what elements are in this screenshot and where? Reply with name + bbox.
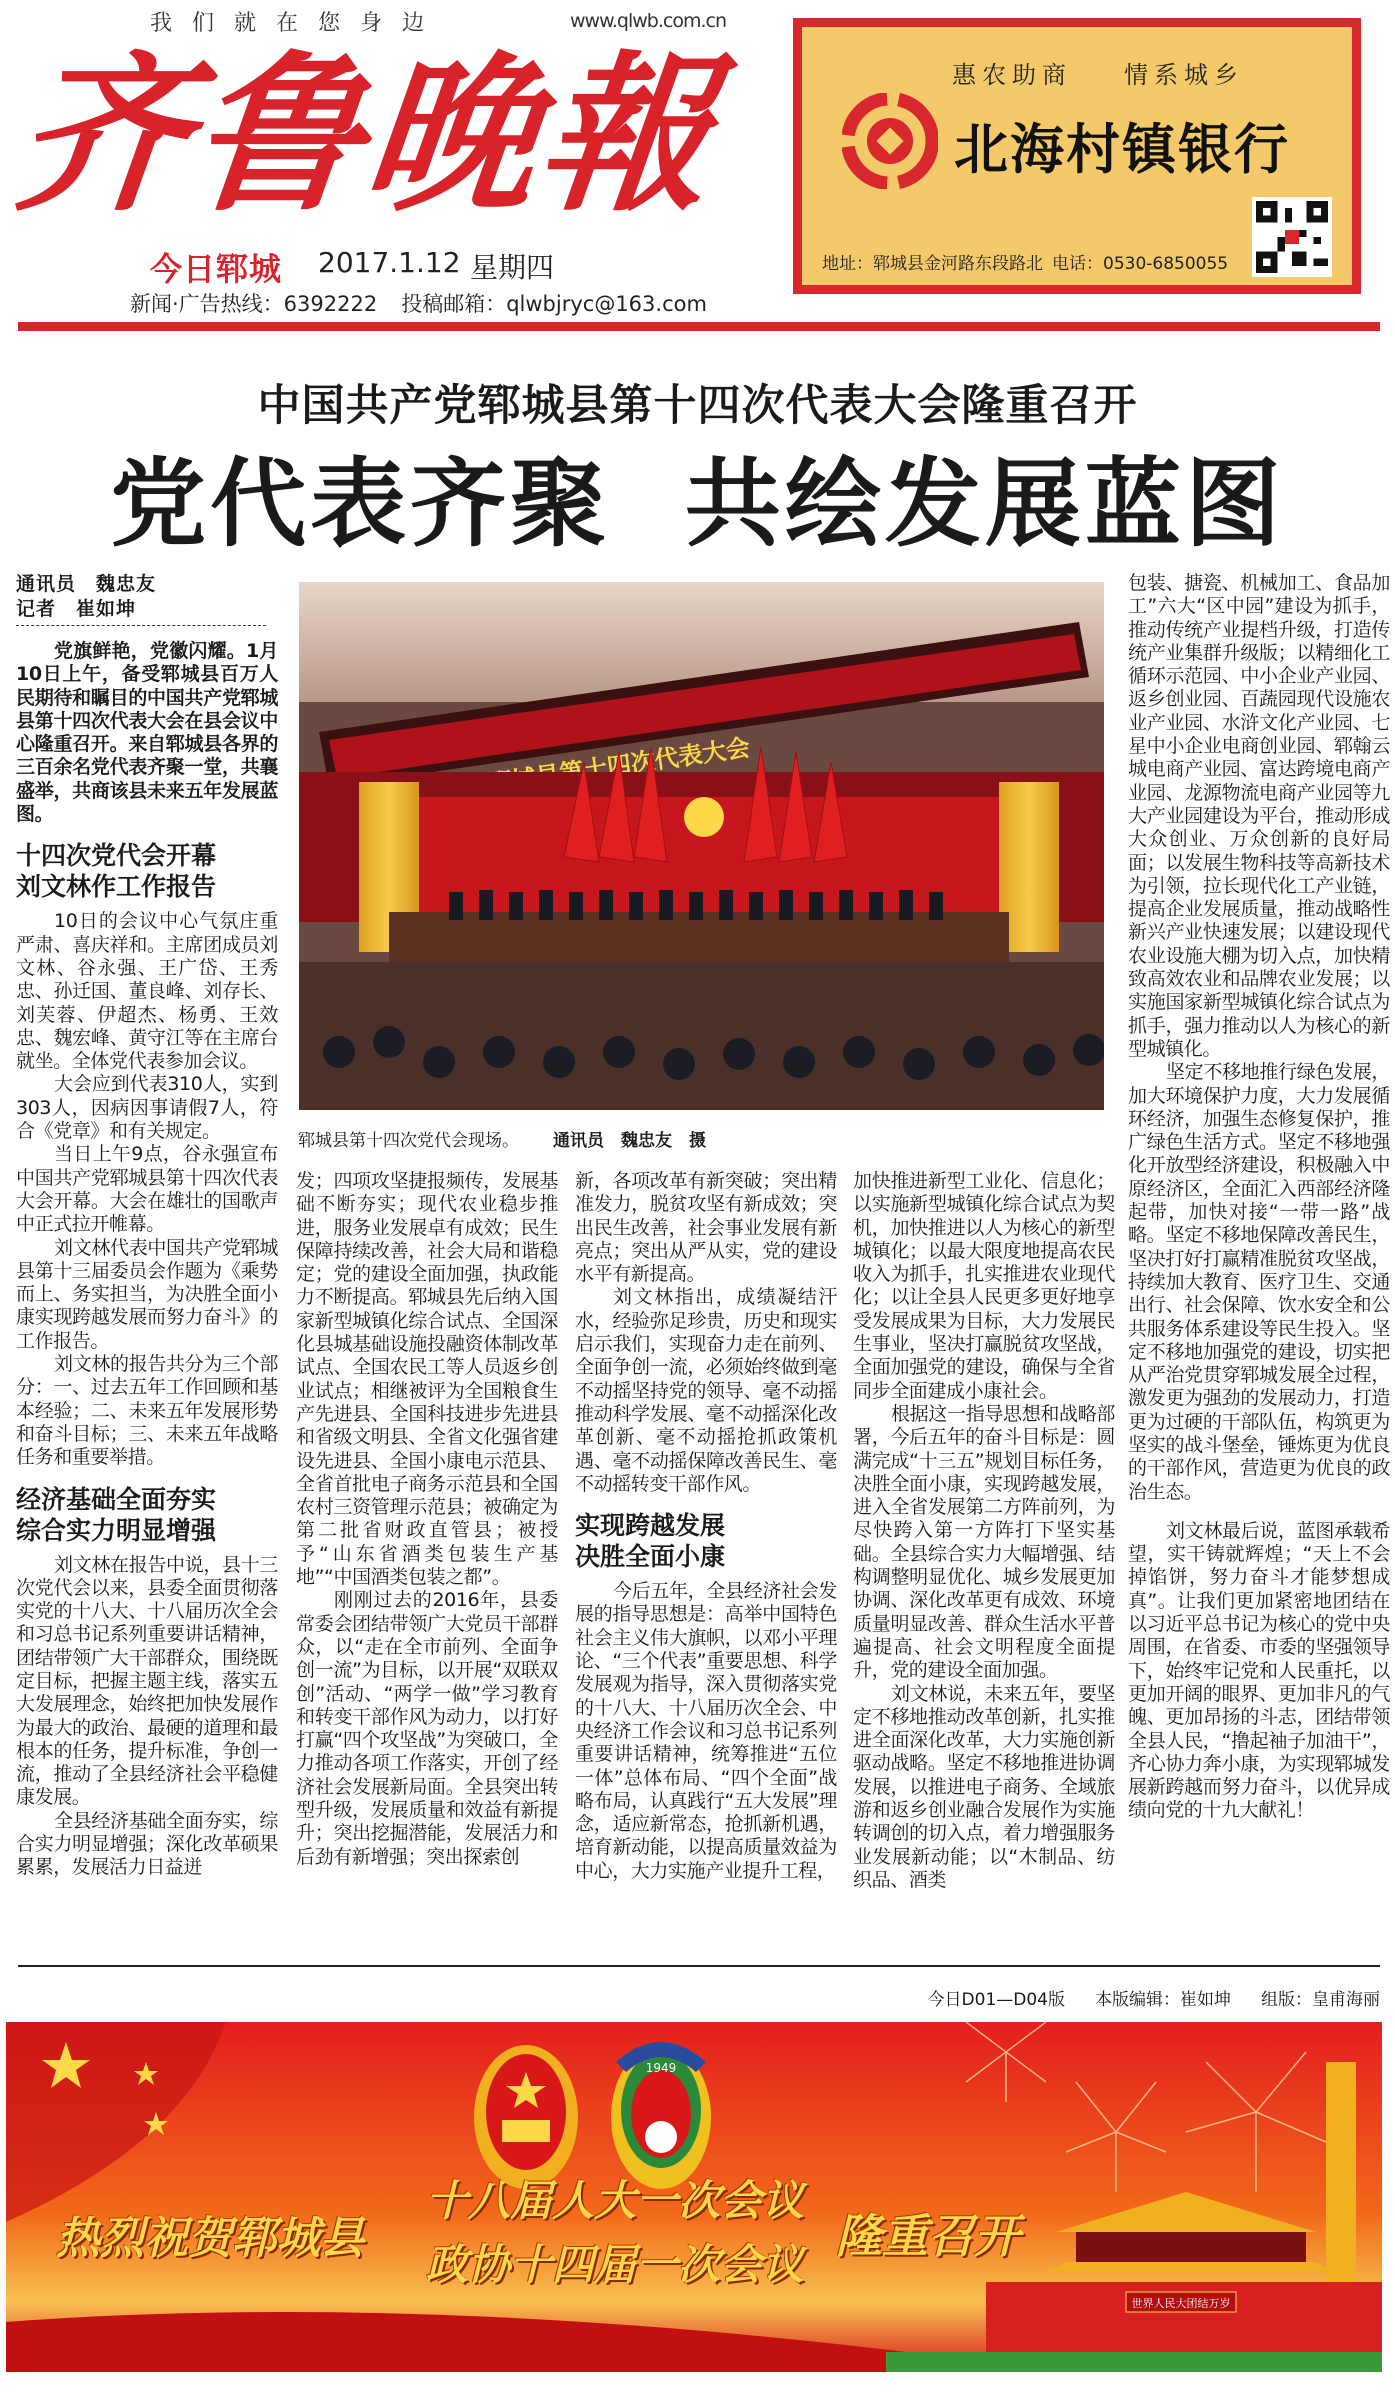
- footer-layout: 组版：皇甫海丽: [1261, 1990, 1380, 2010]
- bank-address: 地址：郓城县金河路东段路北: [822, 254, 1043, 274]
- body-paragraph: 大会应到代表310人，实到303人，因病因事请假7人，符合《党章》和有关规定。: [16, 1073, 278, 1143]
- body-paragraph: 今后五年，全县经济社会发展的指导思想是：高举中国特色社会主义伟大旗帜，以邓小平理论、“三个代表”重要思想、科学发展观为指导，深入贯彻落实党的十八大、十八届历次全会、中央经济工作会议和习总书记系列重要讲话精神，统筹推进“五位一体”总体布局、“四个全面”战略布局，认真践行“五大发展”理念，适应新常态，抢抓新机遇，培育新动能，以提高质量效益为中心，大力实施产业提升工程，: [575, 1580, 837, 1882]
- body-paragraph: 刘文林最后说，蓝图承载希望，实干铸就辉煌；“天上不会掉馅饼，努力奋斗才能梦想成真”。让我们更加紧密地团结在以习近平总书记为核心的党中央周围，在省委、市委的坚强领导下，始终牢记党和人民重托，以更加开阔的眼界、更加非凡的气魄、更加昂扬的斗志，团结带领全县人民，“撸起袖子加油干”，齐心协力奔小康，为实现郓城发展新跨越而努力奋斗，以优异成绩向党的十九大献礼！: [1128, 1519, 1390, 1822]
- headline-title: 党代表齐聚 共绘发展蓝图: [110, 448, 1285, 560]
- issue-date: 2017.1.12: [318, 246, 461, 279]
- contact-line: [130, 288, 731, 318]
- left-column: [16, 572, 278, 1880]
- edition-name: 今日郓城: [150, 250, 283, 288]
- banner-npc-text: 十八届人大一次会议: [426, 2176, 805, 2225]
- body-paragraph: 刘文林指出，成绩凝结汗水，经验弥足珍贵，历史和现实启示我们，实现奋力走在前列、全面争创一流，必须始终做到毫不动摇坚持党的领导、毫不动摇推动科学发展、毫不动摇深化改革创新、毫不动摇抢抓政策机遇、毫不动摇保障改善民生、毫不动摇转变干部作风。: [575, 1286, 837, 1495]
- subhead-line: 实现跨越发展: [575, 1511, 726, 1541]
- body-paragraph: 10日的会议中心气氛庄重严肃、喜庆祥和。主席团成员刘文林、谷永强、王广岱、王秀忠、孙迁国、董良峰、刘存长、刘芙蓉、伊超杰、杨勇、王效忠、魏宏峰、黄守江等在主席台就坐。全体党代表参加会议。: [16, 910, 278, 1073]
- photo-credit: 通讯员 魏忠友 摄: [553, 1131, 706, 1151]
- bank-phone: 电话：0530-6850055: [1052, 254, 1229, 274]
- body-paragraph: 刘文林的报告共分为三个部分：一、过去五年工作回顾和基本经验；二、未来五年发展形势和奋斗目标；三、未来五年战略任务和重要举措。: [16, 1353, 278, 1469]
- body-paragraph: 坚定不移地推行绿色发展，加大环境保护力度，大力发展循环经济，加强生态修复保护，推广绿色生活方式。坚定不移地强化开放型经济建设，积极融入中原经济区，全面汇入西部经济隆起带，加快对接“一带一路”战略。坚定不移地保障改善民生，坚决打好打赢精准脱贫攻坚战，持续加大教育、医疗卫生、交通出行、社会保障、饮水安全和公共服务体系建设等民生投入。坚定不移地加强党的建设，切实把从严治党贯穿郓城发展全过程，激发更为强劲的发展动力，打造更为过硬的干部队伍，构筑更为坚实的战斗堡垒，锤炼更为优良的干部作风，营造更为优良的政治生态。: [1128, 1061, 1390, 1503]
- gate-slogan: 世界人民大团结万岁: [1131, 2297, 1231, 2310]
- right-column: [1128, 572, 1390, 1823]
- celebration-banner[interactable]: [6, 2022, 1382, 2372]
- lead-paragraph: 党旗鲜艳，党徽闪耀。1月10日上午，备受郓城县百万人民期待和瞩目的中国共产党郓城县第十四次代表大会在县会议中心隆重召开。来自郓城县各界的三百余名党代表齐聚一堂，共襄盛举，共商该县未来五年发展蓝图。: [16, 640, 278, 826]
- footer-editor: 本版编辑：崔如坤: [1095, 1990, 1231, 2010]
- subhead-opening: [16, 840, 278, 902]
- bank-logo-icon: [842, 93, 938, 189]
- banner-congrats-text: 热烈祝贺郓城县: [56, 2213, 364, 2264]
- photo-caption: [298, 1126, 706, 1151]
- body-paragraph: 发；四项攻坚捷报频传，发展基础不断夯实；现代农业稳步推进，服务业发展卓有成效；民生保障持续改善，社会大局和谐稳定；党的建设全面加强，执政能力不断提高。郓城县先后纳入国家新型城镇化综合试点、全国深化县城基础设施投融资体制改革试点、全国农民工等人员返乡创业试点；相继被评为全国粮食生产先进县、全国科技进步先进县和省级文明县、全省文化强省建设先进县、全国小康电示范县、全省首批电子商务示范县和全国农村三资管理示范县；被确定为第二批省财政直管县；被授予“山东省酒类包装生产基地”“中国酒类包装之都”。: [296, 1170, 558, 1589]
- body-paragraph: 包装、搪瓷、机械加工、食品加工”六大“区中园”建设为抓手，推动传统产业提档升级，打造传统产业集群升级版；以精细化工循环示范园、中小企业产业园、返乡创业园、百蔬园现代设施农业产业园、水浒文化产业园、七星中小企业电商创业园、郓翰云城电商产业园、富达跨境电商产业园、龙源物流电商产业园等九大产业园建设为平台，推动形成大众创业、万众创新的良好局面；以发展生物科技等高新技术为引领，拉长现代化工产业链，提高企业发展质量，推动战略性新兴产业快速发展；以建设现代农业设施大棚为切入点，加快精致高效农业和品牌农业发展；以实施国家新型城镇化综合试点为抓手，强力推动以人为核心的新型城镇化。: [1128, 572, 1390, 1060]
- byline-reporter: 记者 崔如坤: [16, 598, 137, 620]
- body-paragraph: 加快推进新型工业化、信息化；以实施新型城镇化综合试点为契机，加快推进以人为核心的新型城镇化；以最大限度地提高农民收入为抓手，扎实推进农业现代化；以让全县人民更多更好地享受发展成果为目标，大力发展民生事业，坚决打赢脱贫攻坚战，全面加强党的建设，确保与全省同步全面建成小康社会。: [853, 1170, 1115, 1402]
- subhead-line: 十四次党代会开幕: [16, 841, 217, 871]
- column-2: [575, 1170, 837, 1883]
- byline-correspondent: 通讯员 魏忠友: [16, 573, 157, 595]
- emblem-year: 1949: [645, 2061, 677, 2075]
- submission-email[interactable]: 投稿邮箱：qlwbjryc@163.com: [401, 292, 707, 316]
- page-footer: [898, 1985, 1380, 2010]
- subhead-development: [575, 1510, 837, 1572]
- newspaper-logo: 齐鲁晚報: [8, 43, 724, 231]
- column-3: [853, 1170, 1115, 1892]
- body-paragraph: 新，各项改革有新突破；突出精准发力，脱贫攻坚有新成效；突出民生改善，社会事业发展有新亮点；突出从严从实，党的建设水平有新提高。: [575, 1170, 837, 1286]
- news-hotline: 新闻·广告热线：6392222: [130, 292, 378, 316]
- footer-rule: [18, 1965, 1380, 1967]
- congress-photo[interactable]: [299, 582, 1104, 1110]
- headline-subtitle: 中国共产党郓城县第十四次代表大会隆重召开: [257, 381, 1138, 431]
- body-paragraph: 刘文林说，未来五年，要坚定不移地推动改革创新，扎实推进全面深化改革，大力实施创新驱动战略。坚定不移地推进协调发展，以推进电子商务、全域旅游和返乡创业融合发展作为实施转调创的切入点，着力增强服务业发展新动能；以“木制品、纺织品、酒类: [853, 1682, 1115, 1891]
- subhead-line: 经济基础全面夯实: [16, 1484, 217, 1514]
- bank-name: 北海村镇银行: [954, 118, 1290, 181]
- byline-divider: [16, 625, 266, 626]
- qr-code-icon[interactable]: [1252, 197, 1332, 277]
- ad-slogan-left: 惠农助商: [952, 61, 1072, 89]
- masthead-url[interactable]: www.qlwb.com.cn: [570, 10, 726, 32]
- body-paragraph: 全县经济基础全面夯实，综合实力明显增强；深化改革硕果累累，发展活力日益迸: [16, 1809, 278, 1879]
- body-paragraph: 刘文林在报告中说，县十三次党代会以来，县委全面贯彻落实党的十八大、十八届历次全会和习总书记系列重要讲话精神，团结带领广大干部群众，围绕既定目标，把握主题主线，落实五大发展理念，始终把加快发展作为最大的政治、最硬的道理和最根本的任务，提升标准，争创一流，推动了全县经济社会平稳健康发展。: [16, 1553, 278, 1809]
- ad-slogan-right: 情系城乡: [1124, 61, 1244, 89]
- body-paragraph: 根据这一指导思想和战略部署，今后五年的奋斗目标是：圆满完成“十三五”规划目标任务，决胜全面小康，实现跨越发展，进入全省发展第二方阵前列，为尽快跨入第一方阵打下坚实基础。全县综合实力大幅增强、结构调整明显优化、城乡发展更加协调、深化改革更有成效、环境质量明显改善、群众生活水平普遍提高、社会文明程度全面提升，党的建设全面加强。: [853, 1402, 1115, 1682]
- body-paragraph: 当日上午9点，谷永强宣布中国共产党郓城县第十四次代表大会开幕。大会在雄壮的国歌声中正式拉开帷幕。: [16, 1143, 278, 1236]
- banner-cppcc-text: 政协十四届一次会议: [426, 2240, 805, 2289]
- column-1: [296, 1170, 558, 1869]
- masthead-slogan: 我们就在您身边: [150, 11, 445, 36]
- issue-weekday: 星期四: [470, 251, 555, 284]
- cppcc-emblem-icon: [611, 2042, 711, 2189]
- body-paragraph: 刚刚过去的2016年，县委常委会团结带领广大党员干部群众，以“走在全市前列、全面争创一流”为目标，以开展“双联双创”活动、“两学一做”学习教育和转变干部作风为动力，以打好打赢“四个攻坚战”为突破口，全力推动各项工作落实，开创了经济社会发展新局面。全县突出转型升级，发展质量和效益有新提升；突出挖掘潜能，发展活力和后劲有新增强；突出探索创: [296, 1589, 558, 1868]
- banner-opening-text: 隆重召开: [836, 2209, 1020, 2263]
- subhead-line: 综合实力明显增强: [16, 1515, 217, 1545]
- caption-text: 郓城县第十四次党代会现场。: [298, 1131, 519, 1151]
- body-paragraph: 刘文林代表中国共产党郓城县第十三届委员会作题为《乘势而上、务实担当，为决胜全面小康实现跨越发展而努力奋斗》的工作报告。: [16, 1236, 278, 1352]
- subhead-line: 刘文林作工作报告: [16, 872, 217, 902]
- masthead-rule: [18, 322, 1380, 331]
- subhead-line: 决胜全面小康: [575, 1542, 726, 1572]
- footer-pages: 今日D01—D04版: [927, 1990, 1065, 2010]
- subhead-economy: [16, 1484, 278, 1546]
- bank-advertisement[interactable]: [793, 18, 1361, 294]
